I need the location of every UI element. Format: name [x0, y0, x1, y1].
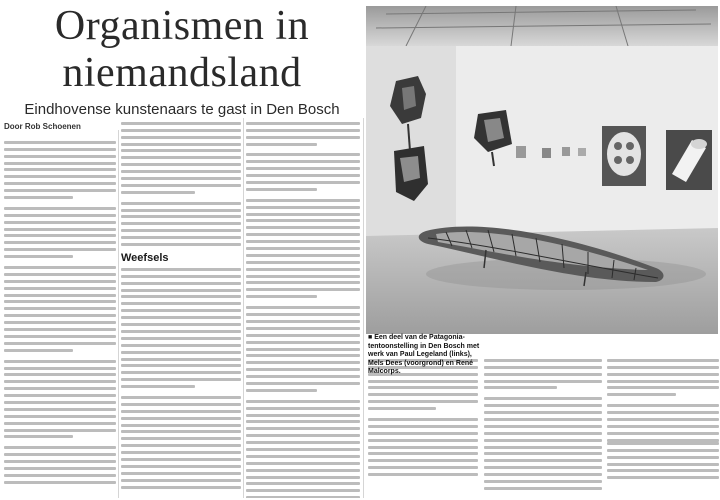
body-text-line: [121, 437, 241, 440]
body-text-line: [246, 462, 360, 465]
body-text-line: [246, 476, 360, 479]
body-text-line: [121, 417, 241, 420]
article-column-2: [121, 118, 241, 498]
body-text-line: [607, 449, 719, 452]
body-text-line: [4, 321, 116, 324]
body-text-line: [607, 432, 719, 435]
body-text-line: [368, 386, 478, 389]
body-text-line: [607, 456, 719, 459]
body-text-line: [4, 214, 116, 217]
body-text-line: [607, 469, 719, 472]
body-text-line: [4, 467, 116, 470]
body-text-line: [246, 400, 360, 403]
body-text-line: [4, 287, 116, 290]
body-text-line: [121, 202, 241, 205]
headline-block: [0, 0, 364, 118]
body-text-line: [607, 386, 719, 389]
body-text-line: [246, 122, 360, 125]
body-text-line: [246, 136, 360, 139]
body-text-line: [4, 360, 116, 363]
body-text-line: [246, 420, 360, 423]
body-text-line: [246, 320, 360, 323]
body-text-line: [607, 442, 719, 445]
body-text-line: [4, 367, 116, 370]
paragraph-gap: [121, 194, 241, 198]
body-text-line: [4, 228, 116, 231]
body-text-line: [121, 209, 241, 212]
side-wall: [366, 46, 456, 236]
body-text-line: [368, 393, 478, 396]
column-divider: [118, 130, 119, 498]
body-text-line: [121, 451, 241, 454]
body-text-line: [484, 404, 602, 407]
body-text-line: [246, 233, 360, 236]
body-text-line: [484, 380, 602, 383]
body-text-line: [121, 129, 241, 132]
body-text-line: [121, 215, 241, 218]
body-text-line: [246, 427, 360, 430]
body-text-line: [4, 266, 116, 269]
paragraph-gap: [246, 146, 360, 150]
body-text-line: [4, 155, 116, 158]
body-text-line: [246, 129, 360, 132]
body-text-line: [121, 403, 241, 406]
body-text-line: [246, 434, 360, 437]
photo-caption-text: Een deel van de Patagonia-tentoonstelling in Den Bosch met werk van Paul Legeland (links), Mels Dees (voorgrond) en René Malcorps.: [368, 334, 480, 375]
body-text-line: [246, 181, 360, 184]
body-text-line: [4, 342, 116, 345]
body-text-line: [246, 441, 360, 444]
body-text-line: [246, 489, 360, 492]
body-text-line: [4, 408, 116, 411]
byline: Door Rob Schoenen: [4, 122, 81, 131]
body-text-line: [246, 361, 360, 364]
body-text-line: [246, 254, 360, 257]
paragraph-gap: [4, 352, 116, 356]
body-text-line: [121, 444, 241, 447]
body-text-line: [4, 394, 116, 397]
body-text-line: [121, 371, 241, 374]
body-text-line: [484, 446, 602, 449]
body-text-line: [4, 460, 116, 463]
body-text-line: [121, 184, 241, 187]
body-text-line: [484, 366, 602, 369]
body-text-line: [607, 380, 719, 383]
paragraph-gap: [4, 438, 116, 442]
column-divider: [363, 118, 364, 498]
body-text-line: [121, 275, 241, 278]
body-text-line: [246, 206, 360, 209]
body-text-line: [246, 313, 360, 316]
exhibition-photo-graphic: [366, 6, 718, 334]
body-text-line: [607, 404, 719, 407]
body-text-line: [121, 236, 241, 239]
body-text-line: [4, 335, 116, 338]
body-text-line: [4, 221, 116, 224]
body-text-line: [4, 314, 116, 317]
body-text-line: [368, 466, 478, 469]
body-text-line: [607, 418, 719, 421]
body-text-line: [121, 163, 241, 166]
body-text-line: [4, 300, 116, 303]
body-text-line: [484, 425, 602, 428]
body-text-line: [484, 459, 602, 462]
caption-bullet-icon: ■: [368, 334, 373, 341]
body-text-line: [121, 282, 241, 285]
body-text-line: [484, 373, 602, 376]
article-column-3: [246, 118, 360, 498]
photo-caption: [368, 334, 480, 377]
body-text-line: [4, 148, 116, 151]
body-text-line: [368, 418, 478, 421]
body-text-line: [368, 446, 478, 449]
body-text-line: [121, 396, 241, 399]
body-text-line: [246, 199, 360, 202]
body-text-line: [246, 368, 360, 371]
body-text-line: [121, 295, 241, 298]
body-text-line: [246, 327, 360, 330]
body-text-line: [121, 337, 241, 340]
body-text-line: [121, 156, 241, 159]
body-text-line: [368, 380, 478, 383]
body-text-line: [121, 302, 241, 305]
body-text-line: [121, 229, 241, 232]
body-text-line: [484, 432, 602, 435]
body-text-line: [4, 387, 116, 390]
paragraph-gap: [4, 258, 116, 262]
body-text-line: [607, 476, 719, 479]
body-text-line: [246, 219, 360, 222]
body-text-line: [246, 226, 360, 229]
body-text-line: [121, 177, 241, 180]
article-column-5: [484, 355, 602, 498]
body-text-line: [4, 481, 116, 484]
body-text-line: [121, 364, 241, 367]
body-text-line: [4, 307, 116, 310]
body-text-line: [121, 143, 241, 146]
body-text-line: [246, 341, 360, 344]
body-text-line: [607, 425, 719, 428]
body-text-line: [121, 486, 241, 489]
body-text-line: [4, 168, 116, 171]
body-text-line: [246, 240, 360, 243]
body-text-line: [121, 472, 241, 475]
body-text-line: [246, 496, 360, 498]
body-text-line: [121, 170, 241, 173]
body-text-line: [4, 162, 116, 165]
body-text-line: [368, 432, 478, 435]
tube-wall-piece: [666, 130, 712, 190]
body-text-line: [246, 275, 360, 278]
body-text-line: [121, 410, 241, 413]
body-text-line: [246, 167, 360, 170]
paragraph-gap: [246, 191, 360, 195]
body-text-line: [4, 380, 116, 383]
body-text-line: [484, 418, 602, 421]
paragraph-gap: [4, 199, 116, 203]
exhibition-info-box: [607, 438, 719, 479]
body-text-line: [246, 407, 360, 410]
body-text-line: [4, 415, 116, 418]
body-text-line: [607, 411, 719, 414]
paragraph-gap: [607, 396, 719, 400]
body-text-line: [368, 439, 478, 442]
body-text-line: [121, 344, 241, 347]
body-text-line: [246, 160, 360, 163]
body-text-line: [484, 439, 602, 442]
body-text-line: [4, 446, 116, 449]
body-text-line: [368, 400, 478, 403]
paragraph-gap: [121, 388, 241, 392]
body-text-line: [4, 234, 116, 237]
body-text-line: [4, 294, 116, 297]
headline-line-2: niemandsland: [62, 50, 302, 96]
body-text-line: [4, 248, 116, 251]
body-text-line: [121, 268, 241, 271]
body-text-line: [121, 430, 241, 433]
body-text-line: [121, 465, 241, 468]
body-text-line: [4, 189, 116, 192]
body-text-line: [246, 174, 360, 177]
body-text-line: [607, 359, 719, 362]
body-text-line: [484, 397, 602, 400]
body-text-line: [368, 425, 478, 428]
body-text-line: [4, 328, 116, 331]
body-text-line: [121, 351, 241, 354]
column-divider: [243, 118, 244, 498]
body-text-line: [246, 455, 360, 458]
body-text-line: [607, 373, 719, 376]
body-text-line: [121, 378, 241, 381]
body-text-line: [246, 247, 360, 250]
body-text-line: [4, 474, 116, 477]
exhibition-photo: [366, 6, 718, 334]
body-text-line: [121, 243, 241, 246]
body-text-line: [484, 359, 602, 362]
body-text-line: [246, 348, 360, 351]
body-text-line: [4, 241, 116, 244]
body-text-line: [484, 487, 602, 490]
body-text-line: [4, 373, 116, 376]
body-text-line: [121, 458, 241, 461]
body-text-line: [121, 149, 241, 152]
body-text-line: [4, 453, 116, 456]
paragraph-gap: [484, 389, 602, 393]
body-text-line: [246, 306, 360, 309]
section-subhead: Weefsels: [121, 252, 169, 265]
body-text-line: [4, 280, 116, 283]
body-text-line: [121, 358, 241, 361]
paragraph-gap: [368, 410, 478, 414]
body-text-line: [246, 281, 360, 284]
body-text-line: [246, 469, 360, 472]
body-text-line: [246, 448, 360, 451]
body-text-line: [484, 452, 602, 455]
body-text-line: [246, 213, 360, 216]
body-text-line: [484, 473, 602, 476]
round-wall-piece: [602, 126, 646, 186]
body-text-line: [4, 273, 116, 276]
body-text-line: [607, 463, 719, 466]
body-text-line: [246, 334, 360, 337]
body-text-line: [4, 182, 116, 185]
body-text-line: [246, 414, 360, 417]
body-text-line: [4, 401, 116, 404]
body-text-line: [368, 473, 478, 476]
body-text-line: [121, 309, 241, 312]
body-text-line: [4, 175, 116, 178]
body-text-line: [4, 141, 116, 144]
body-text-line: [121, 424, 241, 427]
body-text-line: [246, 482, 360, 485]
body-text-line: [246, 382, 360, 385]
body-text-line: [121, 479, 241, 482]
body-text-line: [121, 222, 241, 225]
body-text-line: [121, 330, 241, 333]
body-text-line: [121, 323, 241, 326]
body-text-line: [121, 316, 241, 319]
body-text-line: [484, 480, 602, 483]
body-text-line: [368, 459, 478, 462]
body-text-line: [246, 153, 360, 156]
body-text-line: [4, 429, 116, 432]
body-text-line: [121, 136, 241, 139]
body-text-line: [4, 207, 116, 210]
article-column-1: [4, 137, 116, 497]
body-text-line: [246, 375, 360, 378]
body-text-line: [121, 122, 241, 125]
body-text-line: [246, 261, 360, 264]
paragraph-gap: [246, 298, 360, 302]
paragraph-gap: [246, 392, 360, 396]
body-text-line: [246, 354, 360, 357]
headline-line-1: Organismen in: [54, 3, 310, 49]
body-text-line: [246, 268, 360, 271]
subheadline: Eindhovense kunstenaars te gast in Den Bosch: [24, 101, 340, 118]
body-text-line: [607, 366, 719, 369]
body-text-line: [4, 422, 116, 425]
body-text-line: [246, 288, 360, 291]
body-text-line: [484, 411, 602, 414]
body-text-line: [368, 452, 478, 455]
body-text-line: [121, 289, 241, 292]
body-text-line: [484, 466, 602, 469]
